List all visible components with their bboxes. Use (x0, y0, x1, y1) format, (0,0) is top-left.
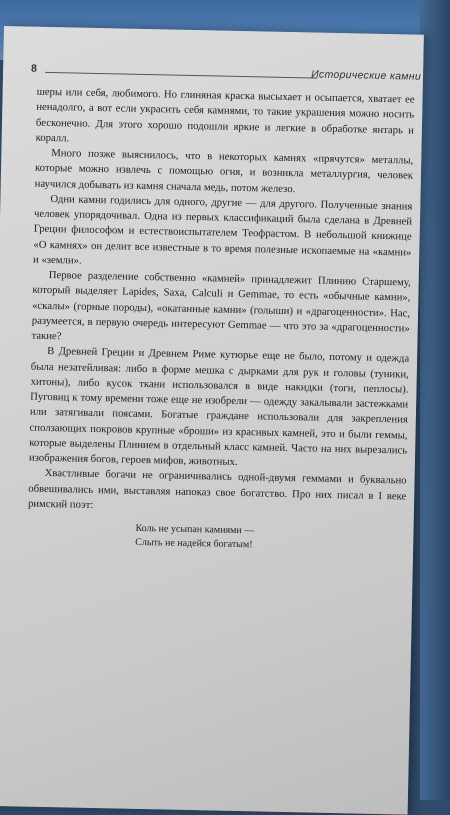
page-header (31, 63, 421, 87)
paragraph: В Древней Греции и Древнем Риме кутюрье еще не было, потому и одежда была незатейливая: либо в форме мешка с дырками для рук и головы (туники, хитоны), либо кусок ткани использовался в виде накидки (тоги, пеплосы). Пуговиц к тому времени тоже еще не изобрели — одежду закалывали застежками или затягивали поясами. Богатые граждане использовали для закрепления сползающих покровов крупные «броши» из красивых камней, это и были геммы, которые выделены Плинием в отдельный класс камней. Часто на них вырезались изображения богов, героев мифов, животных. (28, 345, 410, 468)
poem-line: Слыть не надейся богатым! (135, 536, 253, 551)
running-title: Исторические камни (311, 68, 422, 83)
header-rule (45, 72, 317, 79)
paragraph: Много позже выяснилось, что в некоторых камнях «прячутся» металлы, которые можно извлечь с помощью огня, и возникла металлургия, человек научился добывать из камня сначала медь, потом железо. (34, 147, 414, 195)
poem-quote (27, 520, 406, 556)
paragraph: Хвастливые богачи не ограничивались одной-двумя геммами и буквально обвешивались ими, выставляя напоказ свое богатство. Про них писал в I веке римский поэт: (27, 467, 407, 511)
background-side (420, 0, 450, 800)
page-body (27, 85, 415, 556)
paragraph: шеры или себя, любимого. Но глиняная краска высыхает и осыпается, хватает ее ненадолго, а вот если украсить себя камнями, то такие украшения можно носить бесконечно. Для этого хорошо подошли яркие и легкие в обработке янтарь и коралл. (35, 85, 415, 145)
book-page (0, 26, 424, 815)
page-number: 8 (30, 62, 38, 75)
paragraph: Первое разделение собственно «камней» принадлежит Плинию Старшему, который выделяет Lapides, Saxa, Calculi и Gemmae, то есть «обычные камни», «скалы» (горные породы), «окатанные камни» (голыши) и «драгоценности». Нас, разумеется, в первую очередь интересуют Gemmae — что это за «драгоценности» такие? (31, 268, 411, 343)
poem-line: Коль не усыпан камнями — (135, 522, 255, 537)
paragraph: Одни камни годились для одного, другие — для другого. Полученные знания человек упорядочивал. Одна из первых классификаций была сделана в Древней Греции философом и естествоиспытателем Теофрастом. В небольшой книжице «О камнях» он делит все известные в то время полезные ископаемые на «камни» и «земли». (32, 192, 413, 267)
